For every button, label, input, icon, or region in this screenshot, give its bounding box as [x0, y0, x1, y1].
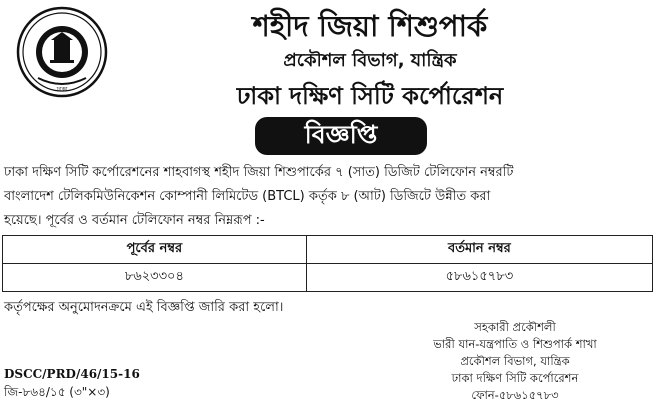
- table-row: [3, 264, 653, 292]
- previous-number-cell: ৮৬২৩৩০৪: [3, 264, 307, 292]
- body-line-1: ঢাকা দক্ষিণ সিটি কর্পোরেশনের শাহবাগস্থ শহীদ জিয়া শিশুপার্কের ৭ (সাত) ডিজিট টেলিফোন নম্বরটি: [4, 165, 514, 180]
- seal-bottom-text: ঢাকা: [56, 86, 68, 93]
- body-line-3: হয়েছে। পূর্বের ও বর্তমান টেলিফোন নম্বর নিম্নরূপ :-: [4, 213, 265, 228]
- phone-number-table: [2, 235, 653, 292]
- approval-text: কর্তৃপক্ষের অনুমোদনক্রমে এই বিজ্ঞপ্তি জারি করা হলো।: [4, 300, 284, 315]
- reference-block: [4, 365, 140, 401]
- memo-number: DSCC/PRD/46/15-16: [4, 367, 140, 381]
- signature-phone: ফোন-৫৮৬১৫৭৮৩: [471, 388, 559, 402]
- signature-department: প্রকৌশল বিভাগ, যান্ত্রিক: [460, 354, 570, 368]
- notice-title: বিজ্ঞপ্তি: [304, 119, 378, 149]
- signature-section: ভারী যান-যন্ত্রপাতি ও শিশুপার্ক শাখা: [433, 337, 597, 351]
- signature-organization: ঢাকা দক্ষিণ সিটি কর্পোরেশন: [451, 371, 579, 385]
- advertisement-number: জি-৮৬৪/১৫ (৩"×৩): [4, 385, 110, 399]
- dscc-seal-icon: [16, 6, 108, 98]
- table-header-row: [3, 236, 653, 264]
- current-number-cell: ৫৮৬১৫৭৮৩: [306, 264, 652, 292]
- signature-block: [380, 319, 650, 404]
- body-line-2: বাংলাদেশ টেলিকমিউনিকেশন কোম্পানী লিমিটেড (BTCL) কর্তৃক ৮ (আট) ডিজিটে উন্নীত করা: [4, 189, 491, 204]
- department-title: প্রকৌশল বিভাগ, যান্ত্রিক: [283, 50, 457, 71]
- previous-number-header: পূর্বের নম্বর: [3, 236, 307, 264]
- notice-body: [4, 161, 654, 233]
- notice-title-box: [255, 117, 427, 155]
- park-title: শহীদ জিয়া শিশুপার্ক: [252, 9, 488, 43]
- organization-title: ঢাকা দক্ষিণ সিটি কর্পোরেশন: [236, 81, 504, 110]
- signature-designation: সহকারী প্রকৌশলী: [474, 320, 556, 334]
- current-number-header: বর্তমান নম্বর: [306, 236, 652, 264]
